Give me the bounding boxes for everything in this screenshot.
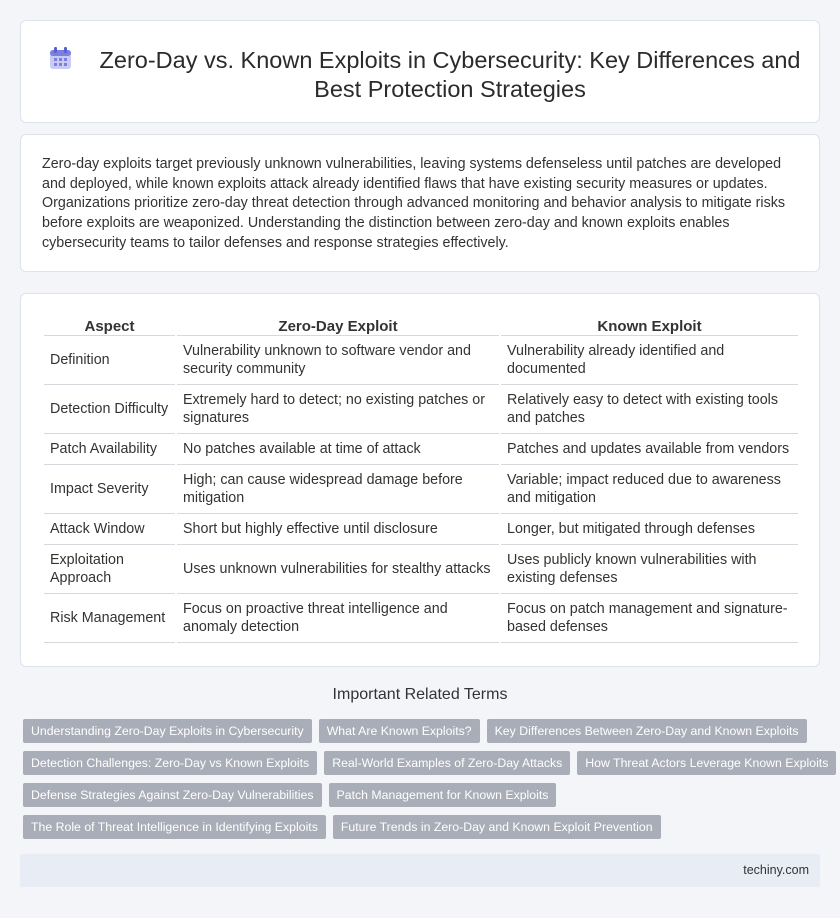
- related-term-link[interactable]: Defense Strategies Against Zero-Day Vulnerabilities: [23, 783, 322, 807]
- table-row: [44, 434, 798, 465]
- intro-paragraph: Zero-day exploits target previously unknown vulnerabilities, leaving systems defenseless until patches are developed and deployed, while known exploits attack already identified flaws that have existing security measures or updates. Organizations prioritize zero-day threat detection through advanced monitoring and behavior analysis to mitigate risks before exploits are weaponized. Understanding the distinction between zero-day and known exploits enables cybersecurity teams to tailor defenses and response strategies effectively.: [42, 156, 786, 251]
- table-cell: Vulnerability unknown to software vendor and security community: [177, 336, 499, 385]
- related-term-link[interactable]: Understanding Zero-Day Exploits in Cybersecurity: [23, 719, 312, 743]
- tag-row: [23, 751, 829, 775]
- table-cell: Uses publicly known vulnerabilities with existing defenses: [501, 545, 798, 594]
- related-term-link[interactable]: Future Trends in Zero-Day and Known Exploit Prevention: [333, 815, 661, 839]
- related-term-link[interactable]: The Role of Threat Intelligence in Identifying Exploits: [23, 815, 326, 839]
- header-zero-day: Zero-Day Exploit: [177, 314, 499, 336]
- tag-row: [23, 719, 823, 743]
- intro-card: [20, 134, 820, 272]
- related-terms-title: Important Related Terms: [332, 686, 508, 703]
- table-cell: Focus on patch management and signature-based defenses: [501, 594, 798, 643]
- table-header-row: [44, 314, 798, 336]
- comparison-card: [20, 293, 820, 667]
- table-cell: Attack Window: [44, 514, 175, 545]
- table-cell: Longer, but mitigated through defenses: [501, 514, 798, 545]
- table-cell: Vulnerability already identified and documented: [501, 336, 798, 385]
- table-cell: Short but highly effective until disclosure: [177, 514, 499, 545]
- table-cell: No patches available at time of attack: [177, 434, 499, 465]
- table-cell: High; can cause widespread damage before mitigation: [177, 465, 499, 514]
- table-cell: Extremely hard to detect; no existing patches or signatures: [177, 385, 499, 434]
- related-term-link[interactable]: Patch Management for Known Exploits: [329, 783, 557, 807]
- header-known: Known Exploit: [501, 314, 798, 336]
- table-cell: Risk Management: [44, 594, 175, 643]
- related-term-link[interactable]: How Threat Actors Leverage Known Exploits: [577, 751, 836, 775]
- related-term-link[interactable]: Real-World Examples of Zero-Day Attacks: [324, 751, 570, 775]
- table-cell: Definition: [44, 336, 175, 385]
- comparison-table: [42, 314, 800, 643]
- title-card: [20, 20, 820, 123]
- footer-brand[interactable]: techiny.com: [743, 863, 809, 877]
- table-row: [44, 465, 798, 514]
- related-term-link[interactable]: What Are Known Exploits?: [319, 719, 480, 743]
- related-term-link[interactable]: Detection Challenges: Zero-Day vs Known Exploits: [23, 751, 317, 775]
- table-row: [44, 385, 798, 434]
- header-aspect: Aspect: [44, 314, 175, 336]
- footer: [20, 854, 820, 887]
- table-row: [44, 545, 798, 594]
- page-title: Zero-Day vs. Known Exploits in Cybersecurity: Key Differences and Best Protection Strategies: [99, 47, 801, 102]
- related-terms-list: [23, 719, 829, 847]
- table-cell: Detection Difficulty: [44, 385, 175, 434]
- table-cell: Variable; impact reduced due to awareness and mitigation: [501, 465, 798, 514]
- table-row: [44, 594, 798, 643]
- table-cell: Focus on proactive threat intelligence and anomaly detection: [177, 594, 499, 643]
- tag-row: [23, 815, 823, 839]
- table-cell: Uses unknown vulnerabilities for stealthy attacks: [177, 545, 499, 594]
- related-term-link[interactable]: Key Differences Between Zero-Day and Known Exploits: [487, 719, 807, 743]
- table-row: [44, 514, 798, 545]
- table-cell: Patches and updates available from vendors: [501, 434, 798, 465]
- table-cell: Exploitation Approach: [44, 545, 175, 594]
- table-cell: Impact Severity: [44, 465, 175, 514]
- tag-row: [23, 783, 823, 807]
- table-cell: Relatively easy to detect with existing tools and patches: [501, 385, 798, 434]
- table-row: [44, 336, 798, 385]
- table-cell: Patch Availability: [44, 434, 175, 465]
